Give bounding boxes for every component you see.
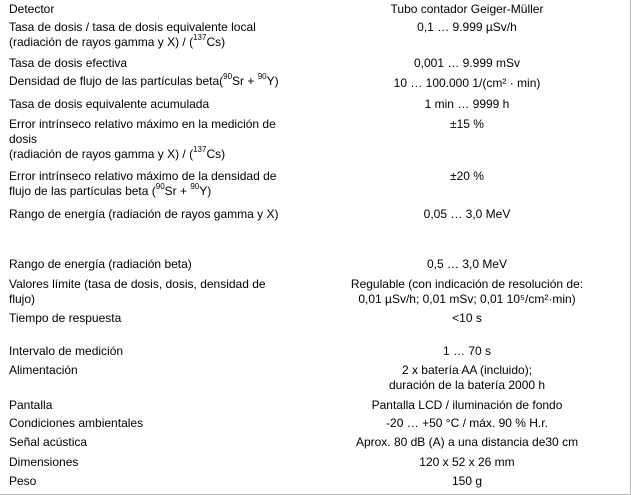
text-segment: Sr + xyxy=(232,74,258,88)
spec-label xyxy=(9,97,309,112)
spec-label xyxy=(9,398,309,413)
spec-value xyxy=(322,20,612,35)
spec-value xyxy=(322,455,612,470)
text-line xyxy=(322,474,612,489)
spec-value xyxy=(322,311,612,326)
isotope-superscript: 90 xyxy=(190,182,200,191)
text-segment: ±20 % xyxy=(450,169,484,183)
text-line xyxy=(9,207,309,222)
spec-value xyxy=(322,398,612,413)
text-segment: Tasa de dosis / tasa de dosis equivalente local xyxy=(9,20,256,34)
text-segment: 10 … 100.000 1/(cm² · min) xyxy=(393,76,541,90)
text-line xyxy=(9,363,309,378)
text-segment: -20 … +50 °C / máx. 90 % H.r. xyxy=(386,416,548,430)
text-segment: Rango de energía (radiación de rayos gamma y X) xyxy=(9,207,279,221)
text-line xyxy=(322,455,612,470)
text-line xyxy=(9,97,309,112)
spec-label xyxy=(9,435,309,450)
spec-label xyxy=(9,169,309,199)
text-segment: flujo) xyxy=(9,292,36,306)
text-segment: Intervalo de medición xyxy=(9,344,124,358)
spec-value xyxy=(322,169,612,184)
isotope-superscript: 90 xyxy=(155,182,165,191)
spec-value xyxy=(322,97,612,112)
text-line xyxy=(9,435,309,450)
text-segment: 2 x batería AA (incluido); xyxy=(401,363,533,377)
text-line xyxy=(322,169,612,184)
spec-label xyxy=(9,2,309,17)
text-segment: 0,05 … 3,0 MeV xyxy=(423,207,511,221)
spec-value xyxy=(322,76,612,91)
text-line xyxy=(9,74,309,89)
text-segment: Pantalla xyxy=(9,398,53,412)
isotope-superscript: 90 xyxy=(257,72,267,81)
spec-value xyxy=(322,416,612,431)
text-line xyxy=(9,311,309,326)
spec-label xyxy=(9,74,309,89)
text-line xyxy=(322,257,612,272)
text-line xyxy=(9,416,309,431)
text-line xyxy=(9,277,309,292)
text-line xyxy=(322,207,612,222)
text-segment: 0,1 … 9.999 µSv/h xyxy=(417,20,517,34)
text-line xyxy=(9,184,309,199)
text-line xyxy=(322,344,612,359)
text-line xyxy=(322,2,612,17)
spec-label xyxy=(9,474,309,489)
text-segment: dosis xyxy=(9,132,38,146)
text-line xyxy=(9,257,309,272)
text-line xyxy=(322,363,612,378)
text-line xyxy=(9,398,309,413)
isotope-superscript: 137 xyxy=(193,33,207,42)
text-segment: Sr + xyxy=(164,184,191,198)
spec-label xyxy=(9,257,309,272)
spec-value xyxy=(322,207,612,222)
text-segment: duración de la batería 2000 h xyxy=(388,378,546,392)
text-segment: Rango de energía (radiación beta) xyxy=(9,257,192,271)
spec-value xyxy=(322,363,612,393)
spec-label xyxy=(9,56,309,71)
text-line xyxy=(322,76,612,91)
spec-value xyxy=(322,56,612,71)
text-line xyxy=(322,416,612,431)
text-line xyxy=(9,474,309,489)
text-line xyxy=(322,311,612,326)
text-segment: Error intrínseco relativo máximo en la medición de xyxy=(9,117,276,131)
text-segment: Pantalla LCD / iluminación de fondo xyxy=(371,398,563,412)
text-segment: Detector xyxy=(9,2,55,16)
text-segment: Tasa de dosis equivalente acumulada xyxy=(9,97,210,111)
text-segment: ±15 % xyxy=(450,117,484,131)
text-line xyxy=(322,292,612,307)
text-segment: Y) xyxy=(199,184,212,198)
text-line xyxy=(9,132,309,147)
isotope-superscript: 90 xyxy=(223,72,233,81)
text-line xyxy=(9,56,309,71)
text-line xyxy=(322,117,612,132)
text-segment: Aprox. 80 dB (A) a una distancia de30 cm xyxy=(355,435,579,449)
spec-label xyxy=(9,455,309,470)
text-line xyxy=(322,398,612,413)
text-line xyxy=(9,20,309,35)
text-line xyxy=(322,378,612,393)
text-segment: 0,01 µSv/h; 0,01 mSv; 0,01 10⁵/cm²·min) xyxy=(358,292,576,306)
spec-label xyxy=(9,311,309,326)
spec-value xyxy=(322,277,612,307)
text-segment: Dimensiones xyxy=(9,455,79,469)
text-segment: Cs) xyxy=(206,147,226,161)
spec-label xyxy=(9,344,309,359)
text-segment: 150 g xyxy=(451,474,483,488)
spec-value xyxy=(322,257,612,272)
text-line xyxy=(9,35,309,50)
text-segment: Peso xyxy=(9,474,37,488)
text-line xyxy=(322,435,612,450)
text-segment: 1 … 70 s xyxy=(442,344,492,358)
text-segment: Valores límite (tasa de dosis, dosis, densidad de xyxy=(9,277,266,291)
text-line xyxy=(9,2,309,17)
spec-value xyxy=(322,117,612,132)
spec-label xyxy=(9,363,309,378)
isotope-superscript: 137 xyxy=(193,145,207,154)
text-segment: (radiación de rayos gamma y X) / ( xyxy=(9,147,194,161)
spec-label xyxy=(9,20,309,50)
text-line xyxy=(9,344,309,359)
spec-label xyxy=(9,277,309,307)
text-segment: Cs) xyxy=(206,35,226,49)
text-segment: Tubo contador Geiger-Müller xyxy=(390,2,544,16)
text-segment: Y) xyxy=(266,74,279,88)
text-segment: 120 x 52 x 26 mm xyxy=(419,455,515,469)
text-segment: Tasa de dosis efectiva xyxy=(9,56,128,70)
spec-value xyxy=(322,435,612,450)
spec-value xyxy=(322,474,612,489)
text-line xyxy=(322,277,612,292)
spec-value xyxy=(322,2,612,17)
text-segment: 0,5 … 3,0 MeV xyxy=(426,257,508,271)
text-segment: Condiciones ambientales xyxy=(9,416,144,430)
text-segment: Tiempo de respuesta xyxy=(9,311,122,325)
text-line xyxy=(9,455,309,470)
text-line xyxy=(9,147,309,162)
text-segment: Señal acústica xyxy=(9,435,88,449)
text-segment: flujo de las partículas beta ( xyxy=(9,184,156,198)
text-segment: Error intrínseco relativo máximo de la densidad de xyxy=(9,169,277,183)
text-line xyxy=(9,117,309,132)
spec-value xyxy=(322,344,612,359)
spec-label xyxy=(9,207,309,222)
text-line xyxy=(322,20,612,35)
text-segment: (radiación de rayos gamma y X) / ( xyxy=(9,35,194,49)
spec-label xyxy=(9,416,309,431)
text-segment: 0,001 … 9.999 mSv xyxy=(413,56,521,70)
text-line xyxy=(9,292,309,307)
spec-label xyxy=(9,117,309,162)
text-segment: Densidad de flujo de las partículas beta( xyxy=(9,74,224,88)
text-segment: Alimentación xyxy=(9,363,78,377)
text-segment: <10 s xyxy=(452,311,482,325)
text-segment: 1 min … 9999 h xyxy=(424,97,510,111)
text-line xyxy=(322,97,612,112)
text-segment: Regulable (con indicación de resolución de: xyxy=(350,277,584,291)
text-line xyxy=(322,56,612,71)
